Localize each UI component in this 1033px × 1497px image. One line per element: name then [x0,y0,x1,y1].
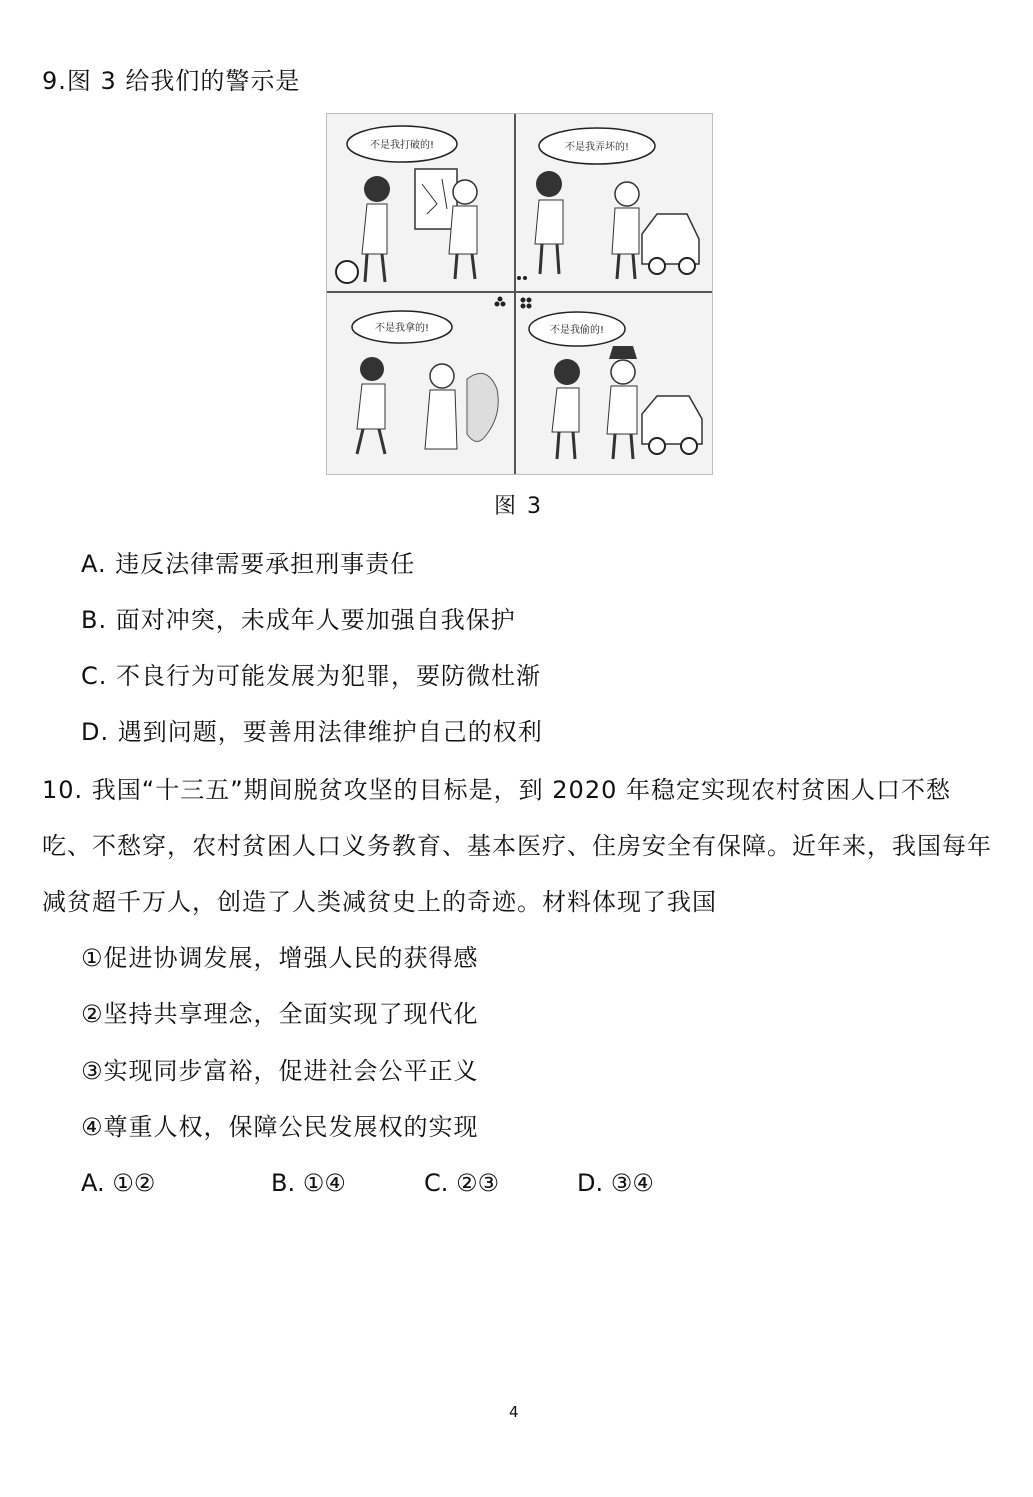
bubble-text-4: 不是我偷的! [549,325,605,336]
page-number: 4 [509,1403,519,1421]
q10-statement-1: ①促进协调发展，增强人民的获得感 [81,944,479,972]
question-9-title: 9.图 3 给我们的警示是 [42,67,301,95]
q10-choice-b[interactable]: B. ①④ [271,1169,346,1197]
cartoon-panels [327,114,712,474]
panel-4 [529,312,702,459]
q10-choice-a[interactable]: A. ①② [81,1169,156,1197]
q10-statement-2: ②坚持共享理念，全面实现了现代化 [81,1000,479,1028]
q10-choice-c[interactable]: C. ②③ [424,1169,500,1197]
bubble-text-3: 不是我拿的! [374,323,430,334]
figure-caption: 图 3 [494,494,543,519]
figure-3-cartoon [326,113,713,475]
q10-statement-4: ④尊重人权，保障公民发展权的实现 [81,1113,479,1141]
q9-option-a[interactable]: A. 违反法律需要承担刑事责任 [81,550,416,578]
panel-2 [535,128,699,279]
bubble-text-2: 不是我弄坏的! [564,142,630,153]
q10-choice-d[interactable]: D. ③④ [577,1169,654,1197]
panel-1 [336,126,477,283]
question-10-stem: 10. 我国“十三五”期间脱贫攻坚的目标是，到 2020 年稳定实现农村贫困人口不愁吃、不愁穿，农村贫困人口义务教育、基本医疗、住房安全有保障。近年来，我国每年减贫超千万人，创造了人类减贫史上的奇迹。材料体现了我国 [42,776,992,916]
q10-statement-3: ③实现同步富裕，促进社会公平正义 [81,1057,479,1085]
q10-choices [81,1168,697,1198]
bubble-text-1: 不是我打破的! [369,140,435,151]
q9-option-d[interactable]: D. 遇到问题，要善用法律维护自己的权利 [81,718,543,746]
q9-option-b[interactable]: B. 面对冲突，未成年人要加强自我保护 [81,606,516,634]
q9-option-c[interactable]: C. 不良行为可能发展为犯罪，要防微杜渐 [81,662,542,690]
panel-3 [352,311,498,454]
